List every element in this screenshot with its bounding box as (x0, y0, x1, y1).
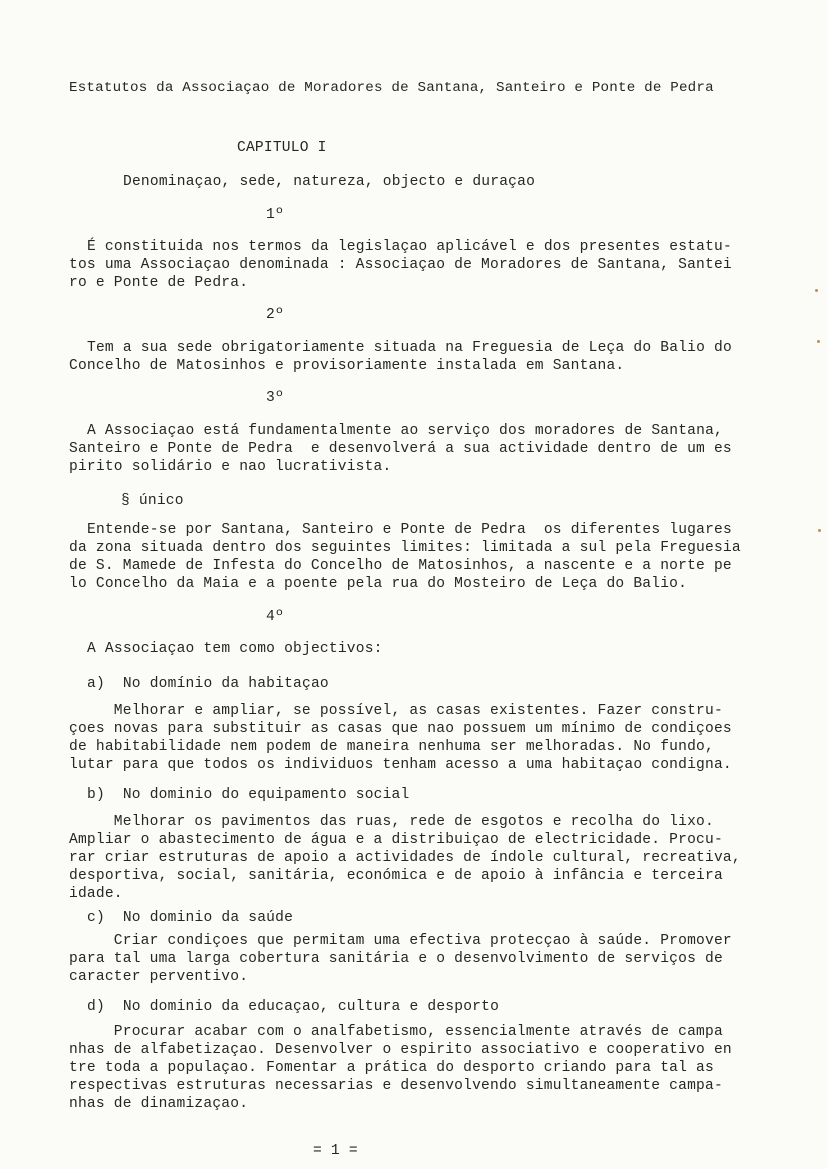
section-unico-label: § único (121, 493, 184, 509)
objective-line: Criar condiçoes que permitam uma efectiva protecçao à saúde. Promover (69, 933, 732, 949)
document-header: Estatutos da Associaçao de Moradores de Santana, Santeiro e Ponte de Pedra (69, 80, 714, 96)
article-2-line: Tem a sua sede obrigatoriamente situada na Freguesia de Leça do Balio do (87, 340, 732, 356)
section-unico-line: lo Concelho da Maia e a poente pela rua do Mosteiro de Leça do Balio. (69, 576, 688, 592)
page-number: = 1 = (313, 1143, 358, 1159)
article-3-line: pirito solidário e nao lucrativista. (69, 459, 392, 475)
section-unico-line: Entende-se por Santana, Santeiro e Ponte de Pedra os diferentes lugares (87, 522, 732, 538)
article-2-number: 2º (266, 307, 284, 323)
paper-speck (815, 289, 818, 292)
objective-line: tre toda a populaçao. Fomentar a prática do desporto criando para tal as (69, 1060, 714, 1076)
article-3-line: A Associaçao está fundamentalmente ao serviço dos moradores de Santana, (87, 423, 723, 439)
article-4-number: 4º (266, 609, 284, 625)
article-4-intro: A Associaçao tem como objectivos: (87, 641, 383, 657)
objective-heading: c) No dominio da saúde (87, 910, 294, 926)
article-3-number: 3º (266, 390, 284, 406)
section-unico-line: de S. Mamede de Infesta do Concelho de Matosinhos, a nascente e a norte pe (69, 558, 732, 574)
objective-line: idade. (69, 886, 123, 902)
article-1-line: tos uma Associaçao denominada : Associaçao de Moradores de Santana, Santei (69, 257, 732, 273)
objective-line: caracter perventivo. (69, 969, 249, 985)
chapter-subtitle: Denominaçao, sede, natureza, objecto e duraçao (123, 174, 536, 190)
chapter-title: CAPITULO I (237, 140, 327, 156)
objective-line: nhas de dinamizaçao. (69, 1096, 249, 1112)
objective-line: para tal uma larga cobertura sanitária e o desenvolvimento de serviços de (69, 951, 723, 967)
section-unico-line: da zona situada dentro dos seguintes limites: limitada a sul pela Freguesia (69, 540, 741, 556)
paper-speck (817, 340, 820, 343)
objective-line: nhas de alfabetizaçao. Desenvolver o espirito associativo e cooperativo en (69, 1042, 732, 1058)
objective-line: Melhorar e ampliar, se possível, as casas existentes. Fazer constru- (69, 703, 723, 719)
objective-line: de habitabilidade nem podem de maneira nenhuma ser melhoradas. No fundo, (69, 739, 714, 755)
objective-line: respectivas estruturas necessarias e desenvolvendo simultaneamente campa- (69, 1078, 723, 1094)
objective-line: Ampliar o abastecimento de água e a distribuiçao de electricidade. Procu- (69, 832, 723, 848)
article-2-line: Concelho de Matosinhos e provisoriamente instalada em Santana. (69, 358, 625, 374)
objective-heading: b) No dominio do equipamento social (87, 787, 410, 803)
objective-line: Procurar acabar com o analfabetismo, essencialmente através de campa (69, 1024, 723, 1040)
objective-line: Melhorar os pavimentos das ruas, rede de esgotos e recolha do lixo. (69, 814, 714, 830)
objective-line: desportiva, social, sanitária, económica e de apoio à infância e terceira (69, 868, 723, 884)
paper-speck (818, 529, 821, 532)
article-3-line: Santeiro e Ponte de Pedra e desenvolverá a sua actividade dentro de um es (69, 441, 732, 457)
article-1-line: É constituida nos termos da legislaçao aplicável e dos presentes estatu- (87, 239, 732, 255)
article-1-line: ro e Ponte de Pedra. (69, 275, 249, 291)
objective-line: rar criar estruturas de apoio a actividades de índole cultural, recreativa, (69, 850, 741, 866)
article-1-number: 1º (266, 207, 284, 223)
objective-line: lutar para que todos os individuos tenham acesso a uma habitaçao condigna. (69, 757, 732, 773)
objective-heading: a) No domínio da habitaçao (87, 676, 329, 692)
objective-line: çoes novas para substituir as casas que nao possuem um mínimo de condiçoes (69, 721, 732, 737)
objective-heading: d) No dominio da educaçao, cultura e desporto (87, 999, 500, 1015)
